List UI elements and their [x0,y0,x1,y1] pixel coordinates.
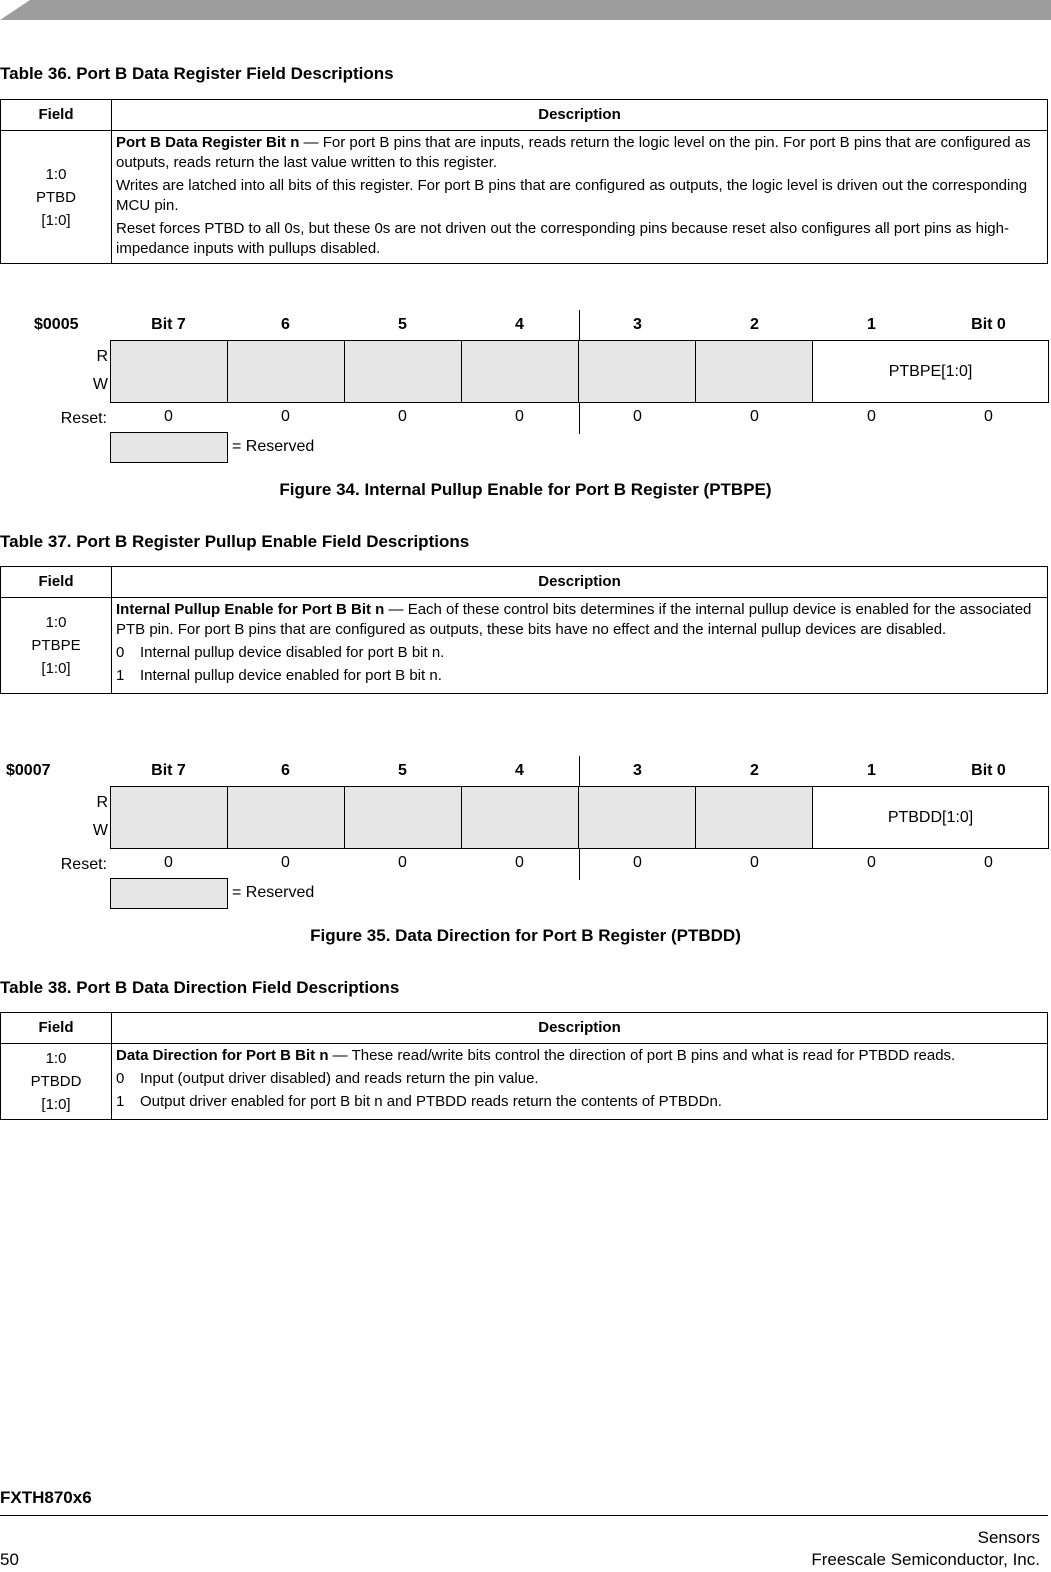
register-field-cell: PTBPE[1:0] [888,362,973,380]
reset-label: Reset: [60,410,107,427]
table-37-field-header: Field [1,567,112,598]
desc-paragraph: Writes are latched into all bits of this register. For port B pins that are configured as outputs, the logic level is driven out the corresponding MCU pin. [116,177,1028,214]
footer-company: Freescale Semiconductor, Inc. [811,1550,1040,1569]
list-item-number: 0 [116,1070,125,1087]
field-range: [1:0] [41,211,71,229]
field-bits: 1:0 [45,614,67,631]
register-address: $0007 [6,762,51,779]
table-38-field-cell [1,1044,112,1120]
desc-title: Internal Pullup Enable for Port B Bit n [116,601,385,618]
bit-header: Bit 7 [151,316,186,333]
list-item-text: Output driver enabled for port B bit n and PTBDD reads return the contents of PTBDDn. [140,1093,722,1110]
reset-value: 0 [867,408,876,425]
reserved-bit-cell [228,341,345,402]
desc-paragraph [116,1046,1043,1066]
reserved-legend-swatch [110,432,228,463]
register-address: $0005 [34,316,79,333]
reset-value: 0 [515,854,524,871]
reserved-bit-cell [228,787,345,848]
field-name: PTBD [35,188,76,206]
figure-35-caption: Figure 35. Data Direction for Port B Register (PTBDD) [310,926,741,945]
nibble-divider [579,756,580,786]
desc-title: Port B Data Register Bit n [116,134,300,151]
table-38-caption: Table 38. Port B Data Direction Field Descriptions [0,978,400,997]
table-37 [0,566,1048,694]
write-label: W [92,376,108,393]
table-38-description-cell [112,1044,1048,1120]
footer-category: Sensors [977,1528,1040,1547]
field-name: PTBDD [30,1073,82,1090]
bit-header: 1 [867,316,876,333]
bit-header: 2 [750,316,759,333]
table-37-description-cell [112,598,1048,694]
desc-paragraph [116,133,1043,173]
footer-divider [0,1515,1048,1516]
bit-header: 2 [750,762,759,779]
reset-value: 0 [984,408,993,425]
field-bits: 1:0 [45,1050,67,1067]
reserved-bit-cell [696,341,813,402]
reset-value: 0 [984,854,993,871]
bit-header: 4 [515,762,524,779]
desc-paragraph [116,600,1043,640]
list-item-number: 0 [116,644,125,661]
reserved-legend-swatch [110,878,228,909]
list-item-text: Internal pullup device disabled for port B bit n. [140,644,445,661]
reset-value: 0 [750,408,759,425]
table-38 [0,1012,1048,1120]
table-36-description-header: Description [112,100,1048,131]
footer-doc-id: FXTH870x6 [0,1488,92,1507]
register-diagram-ptbdd [0,756,1051,906]
table-37-description-header: Description [112,567,1048,598]
list-item [116,666,1043,686]
reserved-bit-cell [111,341,228,402]
reset-value: 0 [867,854,876,871]
table-37-field-cell [1,598,112,694]
table-37-caption: Table 37. Port B Register Pullup Enable Field Descriptions [0,532,470,551]
reserved-bit-cell [579,341,696,402]
reset-value: 0 [398,854,407,871]
table-36-field-cell [1,131,112,264]
list-item [116,1069,1043,1089]
write-label: W [92,822,108,839]
bit-header: 6 [281,316,290,333]
reserved-bit-cell [696,787,813,848]
register-bits-row [110,340,1049,403]
field-range: [1:0] [41,1096,71,1113]
header-bar [0,0,1051,20]
reset-value: 0 [164,854,173,871]
register-field-cell: PTBDD[1:0] [887,808,974,826]
reserved-bit-cell [345,787,462,848]
reset-value: 0 [164,408,173,425]
table-36-description-cell [112,131,1048,264]
reset-value: 0 [750,854,759,871]
field-bits: 1:0 [45,165,67,183]
reset-value: 0 [281,854,290,871]
table-36 [0,99,1048,264]
desc-title: Data Direction for Port B Bit n [116,1047,329,1064]
register-diagram-ptbpe [0,310,1051,460]
reserved-bit-cell [462,787,579,848]
field-range: [1:0] [41,660,71,677]
field-name: PTBPE [31,637,81,654]
bit-header: 3 [633,316,642,333]
reset-value: 0 [515,408,524,425]
figure-34-caption: Figure 34. Internal Pullup Enable for Port B Register (PTBPE) [279,480,772,499]
reset-value: 0 [633,408,642,425]
list-item [116,1092,1043,1112]
bit-header: 6 [281,762,290,779]
bit-header: Bit 0 [971,316,1006,333]
bit-header: 3 [633,762,642,779]
bit-header: Bit 0 [971,762,1006,779]
register-bits-row [110,786,1049,849]
reset-value: 0 [281,408,290,425]
table-38-description-header: Description [112,1013,1048,1044]
bit-header: 5 [398,762,407,779]
list-item-text: Input (output driver disabled) and reads return the pin value. [140,1070,539,1087]
reset-value: 0 [398,408,407,425]
list-item [116,643,1043,663]
reserved-bit-cell [345,341,462,402]
reserved-bit-cell [462,341,579,402]
table-36-field-header: Field [1,100,112,131]
reset-label: Reset: [60,856,107,873]
desc-text: — Each of these control bits determines if the internal pullup device is enabled for the associated PTB pin. For port B pins that are configured as outputs, these bits have no effect and the internal pullup devices are disabled. [116,601,1032,638]
reserved-legend-text: = Reserved [232,884,315,901]
bit-header: Bit 7 [151,762,186,779]
list-item-number: 1 [116,667,125,684]
nibble-divider [579,310,580,340]
list-item-number: 1 [116,1093,125,1110]
desc-text: — For port B pins that are inputs, reads return the logic level on the pin. For port B pins that are configured as outputs, reads return the last value written to this register. [116,134,1031,171]
reserved-bit-cell [111,787,228,848]
desc-text: — These read/write bits control the direction of port B pins and what is read for PTBDD reads. [328,1047,956,1064]
read-label: R [96,794,108,811]
reserved-bit-cell [579,787,696,848]
bit-header: 1 [867,762,876,779]
footer-page-number: 50 [0,1550,19,1569]
reserved-legend-text: = Reserved [232,438,315,455]
table-38-field-header: Field [1,1013,112,1044]
bit-header: 4 [515,316,524,333]
reset-value: 0 [633,854,642,871]
read-label: R [96,348,108,365]
table-36-caption: Table 36. Port B Data Register Field Descriptions [0,64,394,83]
list-item-text: Internal pullup device enabled for port B bit n. [140,667,442,684]
desc-paragraph: Reset forces PTBD to all 0s, but these 0s are not driven out the corresponding pins because reset also configures all port pins as high-impedance inputs with pullups disabled. [116,220,1009,257]
bit-header: 5 [398,316,407,333]
